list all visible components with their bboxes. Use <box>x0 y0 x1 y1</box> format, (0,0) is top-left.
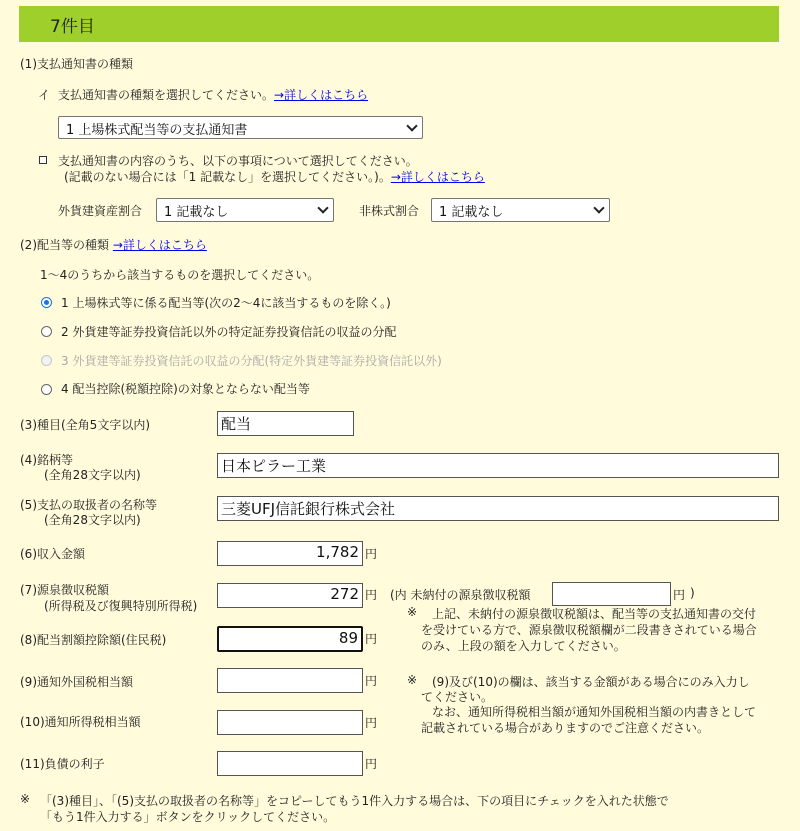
income-tax-equiv-input[interactable] <box>217 710 363 735</box>
details-link-dividend-type[interactable]: →詳しくはこちら <box>112 238 207 252</box>
unpaid-close-paren: ) <box>690 586 695 600</box>
issue-name-input[interactable]: 日本ピラー工業 <box>217 453 779 478</box>
dividend-type-radio-3 <box>41 355 52 366</box>
income-amount-label: (6)収入金額 <box>20 547 85 561</box>
yen-unit: 円 <box>365 547 378 561</box>
unpaid-withholding-label: (内 未納付の源泉徴収税額 <box>390 588 531 602</box>
chevron-down-icon <box>406 120 417 131</box>
payer-name-sublabel: (全角28文字以内) <box>44 513 141 527</box>
non-stock-ratio-select[interactable] <box>431 198 610 222</box>
foreign-asset-ratio-value: 1 記載なし <box>164 205 229 220</box>
withholding-tax-sublabel: (所得税及び復興特別所得税) <box>44 599 198 613</box>
item-i-marker: イ <box>38 88 51 102</box>
issue-name-sublabel: (全角28文字以内) <box>44 468 141 482</box>
yen-unit: 円 <box>365 716 378 730</box>
foreign-tax-input[interactable] <box>217 668 363 693</box>
note-2-line2: てください。 <box>421 690 494 704</box>
notice-type-select-value: 1 上場株式配当等の支払通知書 <box>66 123 248 138</box>
dividend-type-radio-1[interactable] <box>41 297 52 308</box>
type-instruction-text: 支払通知書の種類を選択してください。 <box>58 88 275 102</box>
foreign-asset-ratio-select[interactable] <box>156 198 334 222</box>
foreign-tax-label: (9)通知外国税相当額 <box>20 675 133 689</box>
yen-unit: 円 <box>673 588 686 602</box>
dividend-type-option-3: 3 外貨建等証券投資信託の収益の分配(特定外貨建等証券投資信託以外) <box>61 354 442 368</box>
dividend-type-radio-2[interactable] <box>41 326 52 337</box>
non-stock-ratio-label: 非株式割合 <box>359 204 420 218</box>
item-type-label: (3)種目(全角5文字以内) <box>20 418 150 432</box>
income-amount-input[interactable]: 1,782 <box>217 541 363 566</box>
content-instruction-line2-text: (記載のない場合には「1 記載なし」を選択してください。)。 <box>64 170 391 184</box>
chevron-down-icon <box>593 202 604 213</box>
yen-unit: 円 <box>365 757 378 771</box>
section-2-heading: (2)配当等の種類 <box>20 238 109 252</box>
dividend-type-option-1: 1 上場株式等に係る配当等(次の2～4に該当するものを除く。) <box>61 296 391 310</box>
dividend-type-radio-4[interactable] <box>41 384 52 395</box>
record-header <box>19 6 779 42</box>
section-1-heading: (1)支払通知書の種類 <box>20 57 133 71</box>
note-2-line4: 記載されている場合がありますのでご注意ください。 <box>421 721 710 735</box>
note-2-mark: ※ <box>407 673 418 687</box>
withholding-tax-label: (7)源泉徴収税額 <box>20 583 109 597</box>
unpaid-withholding-input[interactable] <box>552 582 671 606</box>
foreign-asset-ratio-label: 外貨建資産割合 <box>58 204 143 218</box>
chevron-down-icon <box>317 202 328 213</box>
yen-unit: 円 <box>365 674 378 688</box>
note-1-line1: 上記、未納付の源泉徴収税額は、配当等の支払通知書の交付 <box>432 607 757 621</box>
note-2-line1: (9)及び(10)の欄は、該当する金額がある場合にのみ入力し <box>432 675 750 689</box>
withholding-tax-input[interactable]: 272 <box>217 583 363 608</box>
bottom-note-mark: ※ <box>20 792 31 806</box>
note-1-line3: のみ、上段の額を入力してください。 <box>421 639 626 653</box>
bottom-note-line1: 「(3)種目」、「(5)支払の取扱者の名称等」をコピーしてもう1件入力する場合は、下の項目にチェックを入れた状態で <box>40 794 669 808</box>
yen-unit: 円 <box>365 632 378 646</box>
payer-name-input[interactable]: 三菱UFJ信託銀行株式会社 <box>217 496 779 521</box>
notice-type-select[interactable] <box>58 116 423 139</box>
type-instruction <box>58 86 368 103</box>
dividend-type-instruction: 1～4のうちから該当するものを選択してください。 <box>40 268 320 282</box>
record-title: 7件目 <box>50 17 95 37</box>
dividend-type-option-2: 2 外貨建等証券投資信託以外の特定証券投資信託の収益の分配 <box>61 325 397 339</box>
payer-name-label: (5)支払の取扱者の名称等 <box>20 498 157 512</box>
details-link-content[interactable]: →詳しくはこちら <box>390 170 485 184</box>
item-type-input[interactable]: 配当 <box>217 411 354 436</box>
yen-unit: 円 <box>365 588 378 602</box>
dividend-type-option-4: 4 配当控除(税額控除)の対象とならない配当等 <box>61 382 310 396</box>
section-2-heading-row <box>20 236 207 253</box>
debt-interest-label: (11)負債の利子 <box>20 757 105 771</box>
bottom-note-line2: 「もう1件入力する」ボタンをクリックしてください。 <box>40 810 336 824</box>
issue-name-label: (4)銘柄等 <box>20 453 73 467</box>
content-instruction-line2 <box>64 168 485 185</box>
note-1-mark: ※ <box>407 605 418 619</box>
content-instruction-line1: 支払通知書の内容のうち、以下の事項について選択してください。 <box>58 154 418 168</box>
income-tax-equiv-label: (10)通知所得税相当額 <box>20 715 141 729</box>
dividend-credit-input[interactable]: 89 <box>217 626 363 652</box>
details-link-type[interactable]: →詳しくはこちら <box>274 88 369 102</box>
dividend-credit-label: (8)配当割額控除額(住民税) <box>20 633 167 647</box>
non-stock-ratio-value: 1 記載なし <box>439 205 504 220</box>
note-1-line2: を受けている方で、源泉徴収税額欄が二段書きされている場合 <box>421 623 757 637</box>
debt-interest-input[interactable] <box>217 751 363 776</box>
note-2-line3: なお、通知所得税相当額が通知外国税相当額の内書きとして <box>432 705 757 719</box>
square-bullet-icon <box>39 156 47 164</box>
